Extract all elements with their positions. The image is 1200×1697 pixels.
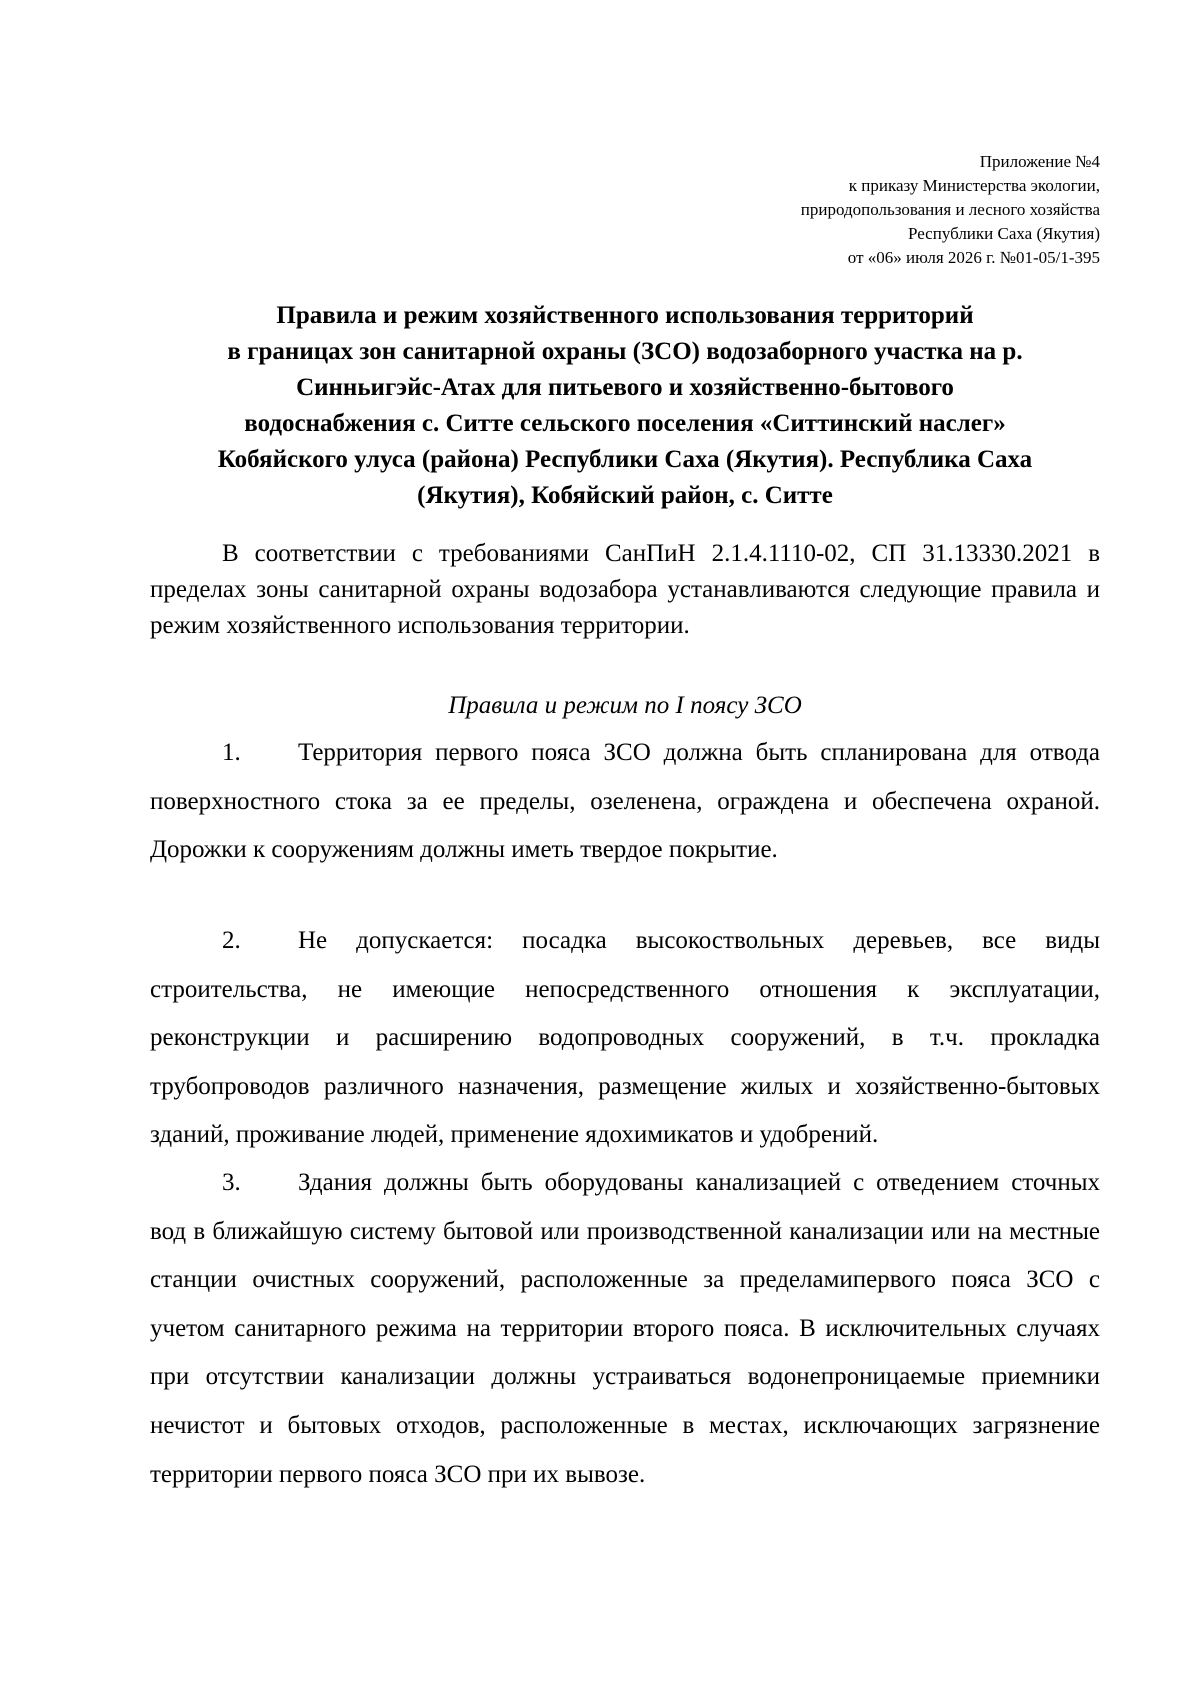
rule-number: 1.	[222, 739, 241, 766]
rule-item-2	[150, 917, 1100, 1160]
title-line: в границах зон санитарной охраны (ЗСО) водозаборного участка на р.	[227, 338, 1023, 365]
intro-paragraph: В соответствии с требованиями СанПиН 2.1.4.1110-02, СП 31.13330.2021 в пределах зоны санитарной охраны водозабора устанавливаются следующие правила и режим хозяйственного использования территории.	[150, 540, 1100, 639]
title-line: Синньигэйс-Атах для питьевого и хозяйственно-бытового	[296, 374, 954, 401]
rule-item-1	[150, 729, 1100, 875]
rule-item-3	[150, 1159, 1100, 1499]
rule-text: Не допускается: посадка высокоствольных деревьев, все виды строительства, не имеющие непосредственного отношения к эксплуатации, реконструкции и расширению водопроводных сооружений, в т.ч. прокладка трубопроводов различного назначения, размещение жилых и хозяйственно-бытовых зданий, проживание людей, применение ядохимикатов и удобрений.	[150, 927, 1100, 1149]
appendix-line: Республики Саха (Якутия)	[907, 224, 1100, 243]
rule-number: 3.	[222, 1169, 241, 1196]
appendix-header	[500, 150, 1100, 270]
rule-number: 2.	[222, 927, 241, 954]
rule-text: Здания должны быть оборудованы канализацией с отведением сточных вод в ближайшую систему бытовой или производственной канализации или на местные станции очистных сооружений, расположенные за пределамипервого пояса ЗСО с учетом санитарного режима на территории второго пояса. В исключительных случаях при отсутствии канализации должны устраиваться водонепроницаемые приемники нечистот и бытовых отходов, расположенные в местах, исключающих загрязнение территории первого пояса ЗСО при их вывозе.	[150, 1169, 1100, 1488]
appendix-line: к приказу Министерства экологии,	[848, 176, 1100, 195]
rule-text: Территория первого пояса ЗСО должна быть спланирована для отвода поверхностного стока за ее пределы, озеленена, ограждена и обеспечена охраной. Дорожки к сооружениям должны иметь твердое покрытие.	[150, 739, 1100, 864]
appendix-line: природопользования и лесного хозяйства	[800, 200, 1100, 219]
title-line: Правила и режим хозяйственного использования территорий	[276, 302, 974, 329]
section-subheading: Правила и режим по I поясу ЗСО	[448, 692, 802, 719]
title-line: водоснабжения с. Ситте сельского поселения «Ситтинский наслег»	[244, 410, 1006, 437]
document-title	[150, 298, 1100, 514]
title-line: (Якутия), Кобяйский район, с. Ситте	[417, 482, 833, 509]
appendix-line: Приложение №4	[979, 152, 1100, 171]
title-line: Кобяйского улуса (района) Республики Саха (Якутия). Республика Саха	[217, 446, 1033, 473]
appendix-line: от «06» июля 2026 г. №01-05/1-395	[847, 248, 1100, 267]
